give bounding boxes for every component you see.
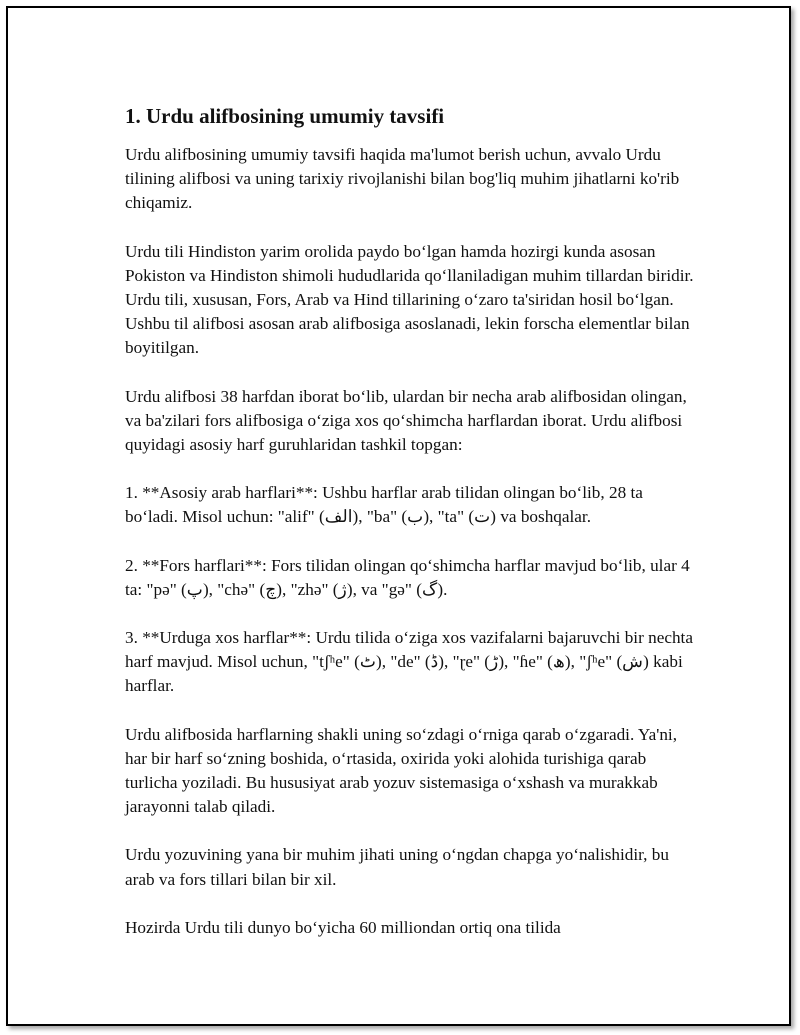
document-page: [6, 6, 791, 1026]
list-item-urdu-letters: 3. **Urduga xos harflar**: Urdu tilida o‘ziga xos vazifalarni bajaruvchi bir nechta harf mavjud. Misol uchun, "tʃʰe" (ٹ), "de" (ڈ), "ɽe" (ڑ), "ɦe" (ھ), "ʃʰe" (ش) kabi harflar.: [125, 628, 693, 696]
section-heading: 1. Urdu alifbosining umumiy tavsifi: [125, 104, 445, 128]
paragraph-intro: Urdu alifbosining umumiy tavsifi haqida ma'lumot berish uchun, avvalo Urdu tilining alifbosi va uning tarixiy rivojlanishi bilan bog'liq muhim jihatlarni ko'rib chiqamiz.: [125, 145, 680, 213]
list-item-persian-letters: 2. **Fors harflari**: Fors tilidan olingan qo‘shimcha harflar mavjud bo‘lib, ular 4 ta: "pə" (پ), "chə" (چ), "zhə" (ژ), va "gə" (گ).: [125, 555, 690, 599]
list-item-arabic-letters: 1. **Asosiy arab harflari**: Ushbu harflar arab tilidan olingan bo‘lib, 28 ta bo‘ladi. Misol uchun: "alif" (الف), "ba" (ب), "ta" (ت) va boshqalar.: [125, 483, 643, 527]
paragraph-alphabet-size: Urdu alifbosi 38 harfdan iborat bo‘lib, ulardan bir necha arab alifbosidan olingan, va ba'zilari fors alifbosiga o‘ziga xos qo‘shimcha harflardan iborat. Urdu alifbosi quyidagi asosiy harf guruhlaridan tashkil topgan:: [125, 386, 687, 455]
paragraph-origin: Urdu tili Hindiston yarim orolida paydo bo‘lgan hamda hozirgi kunda asosan Pokiston va Hindiston shimoli hududlarida qo‘llaniladigan muhim tillardan biridir. Urdu tili, xususan, Fors, Arab va Hind tillarining o‘zaro ta'siridan hosil bo‘lgan. Ushbu til alifbosi asosan arab alifbosiga asoslanadi, lekin forscha elementlar bilan boyitilgan.: [125, 241, 694, 358]
paragraph-letter-forms: Urdu alifbosida harflarning shakli uning so‘zdagi o‘rniga qarab o‘zgaradi. Ya'ni, har bir harf so‘zning boshida, o‘rtasida, oxirida yoki alohida turishiga qarab turlicha yoziladi. Bu hususiyat arab yozuv sistemasiga o‘xshash va murakkab jarayonni talab qiladi.: [125, 724, 677, 817]
paragraph-speakers: Hozirda Urdu tili dunyo bo‘yicha 60 milliondan ortiq ona tilida: [125, 917, 561, 937]
paragraph-direction: Urdu yozuvining yana bir muhim jihati uning o‘ngdan chapga yo‘nalishidir, bu arab va fors tillari bilan bir xil.: [125, 845, 669, 889]
document-body: [125, 103, 695, 964]
